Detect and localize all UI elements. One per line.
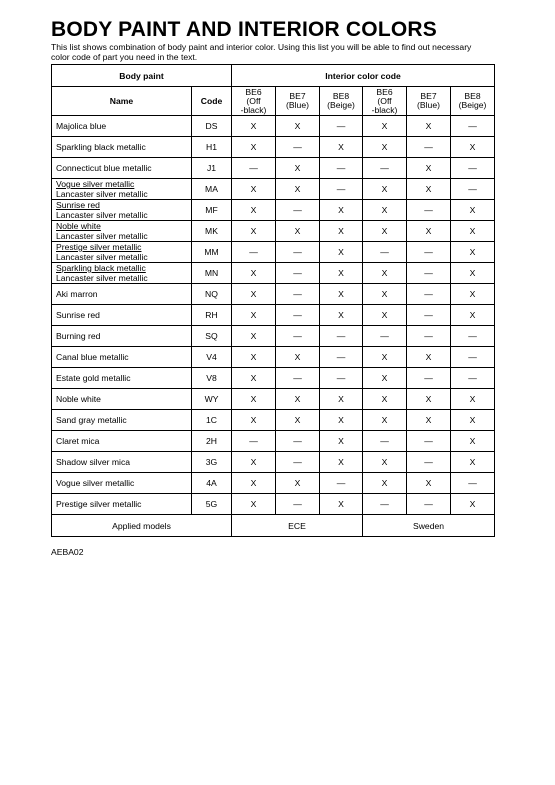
paint-code: DS (192, 116, 232, 137)
paint-code: RH (192, 305, 232, 326)
interior-availability: X (276, 389, 320, 410)
interior-availability: X (363, 179, 407, 200)
header-name: Name (52, 87, 192, 116)
table-row (52, 179, 495, 200)
header-interior-col-line: BE8 (332, 91, 350, 101)
interior-availability: — (363, 494, 407, 515)
header-interior-col-line: (Off (246, 95, 261, 106)
interior-availability: X (451, 242, 495, 263)
paint-name (52, 179, 192, 200)
interior-availability: X (232, 221, 276, 242)
interior-availability: — (232, 158, 276, 179)
interior-availability: — (407, 284, 451, 305)
interior-availability: — (276, 452, 320, 473)
interior-availability: — (276, 326, 320, 347)
interior-availability: X (363, 263, 407, 284)
paint-name (52, 347, 192, 368)
interior-availability: — (320, 347, 363, 368)
interior-availability: — (276, 284, 320, 305)
interior-availability: X (320, 137, 363, 158)
interior-availability: — (451, 473, 495, 494)
interior-availability: X (232, 410, 276, 431)
document-code: AEBA02 (51, 547, 84, 557)
paint-name-line: Shadow silver mica (56, 457, 131, 467)
interior-availability: X (276, 221, 320, 242)
interior-availability: X (320, 410, 363, 431)
paint-code: MK (192, 221, 232, 242)
interior-availability: X (320, 242, 363, 263)
paint-name-line: Sunrise red (56, 310, 100, 320)
interior-availability: X (276, 347, 320, 368)
interior-availability: — (407, 137, 451, 158)
paint-name-line: Lancaster silver metallic (56, 252, 148, 262)
paint-name (52, 473, 192, 494)
interior-availability: — (276, 494, 320, 515)
header-interior-col (407, 87, 451, 116)
interior-availability: X (407, 473, 451, 494)
paint-name (52, 263, 192, 284)
paint-name (52, 158, 192, 179)
paint-name (52, 221, 192, 242)
paint-name (52, 242, 192, 263)
paint-name-line: Vogue silver metallic (56, 478, 135, 488)
table-row (52, 200, 495, 221)
paint-code: 2H (192, 431, 232, 452)
paint-code: V8 (192, 368, 232, 389)
table-body (52, 116, 495, 515)
paint-code: 5G (192, 494, 232, 515)
interior-availability: — (451, 326, 495, 347)
header-interior-col (320, 87, 363, 116)
header-code: Code (192, 87, 232, 116)
table-row (52, 431, 495, 452)
interior-availability: X (363, 116, 407, 137)
interior-availability: X (451, 431, 495, 452)
header-interior-col-line: (Blue) (417, 100, 440, 110)
table-row (52, 284, 495, 305)
header-interior-col-line: (Blue) (286, 100, 309, 110)
paint-name (52, 452, 192, 473)
interior-availability: X (407, 389, 451, 410)
paint-code: MA (192, 179, 232, 200)
interior-availability: — (276, 200, 320, 221)
page-title: BODY PAINT AND INTERIOR COLORS (51, 18, 437, 41)
paint-name-line: Noble white (56, 394, 101, 404)
interior-availability: — (407, 494, 451, 515)
table-row (52, 116, 495, 137)
footer-ece: ECE (232, 515, 363, 537)
paint-name-line: Canal blue metallic (56, 352, 129, 362)
interior-availability: X (232, 137, 276, 158)
paint-name-line: Connecticut blue metallic (56, 163, 152, 173)
table-row (52, 410, 495, 431)
table-row (52, 263, 495, 284)
interior-availability: — (232, 431, 276, 452)
header-interior-col-line: (Off (377, 95, 392, 106)
paint-code: 1C (192, 410, 232, 431)
interior-availability: — (407, 326, 451, 347)
interior-availability: — (451, 347, 495, 368)
interior-availability: X (363, 473, 407, 494)
intro-text: This list shows combination of body paint and interior color. Using this list you will be able to find out necessary color code of part you need in the text. (51, 42, 472, 62)
paint-code: MF (192, 200, 232, 221)
interior-availability: — (276, 263, 320, 284)
interior-availability: — (276, 242, 320, 263)
interior-availability: X (276, 410, 320, 431)
interior-availability: X (320, 200, 363, 221)
interior-availability: — (451, 116, 495, 137)
paint-code: NQ (192, 284, 232, 305)
table-row (52, 305, 495, 326)
interior-availability: X (232, 284, 276, 305)
paint-code: 4A (192, 473, 232, 494)
paint-name-line: Sparkling black metallic (56, 263, 146, 273)
header-interior-col (232, 87, 276, 116)
interior-availability: X (232, 179, 276, 200)
interior-availability: X (232, 326, 276, 347)
paint-name-line: Aki marron (56, 289, 98, 299)
interior-availability: — (407, 368, 451, 389)
interior-availability: X (451, 452, 495, 473)
interior-availability: — (451, 158, 495, 179)
interior-availability: X (232, 347, 276, 368)
interior-availability: — (407, 305, 451, 326)
interior-availability: X (363, 305, 407, 326)
interior-availability: X (363, 410, 407, 431)
paint-name-line: Lancaster silver metallic (56, 210, 148, 220)
interior-availability: — (320, 368, 363, 389)
paint-code: H1 (192, 137, 232, 158)
interior-availability: — (320, 473, 363, 494)
interior-availability: X (451, 221, 495, 242)
interior-availability: X (232, 200, 276, 221)
interior-availability: X (320, 221, 363, 242)
footer-applied-models: Applied models (52, 515, 232, 537)
interior-availability: — (363, 158, 407, 179)
interior-availability: X (363, 200, 407, 221)
interior-availability: X (451, 305, 495, 326)
header-interior-col (276, 87, 320, 116)
interior-availability: X (407, 347, 451, 368)
interior-availability: X (363, 347, 407, 368)
interior-availability: — (363, 431, 407, 452)
table-row (52, 158, 495, 179)
header-interior-col-line: BE6 (376, 86, 393, 97)
interior-availability: X (451, 494, 495, 515)
interior-availability: X (363, 137, 407, 158)
header-interior-col-line: BE7 (420, 91, 437, 101)
interior-availability: X (363, 284, 407, 305)
interior-availability: X (451, 263, 495, 284)
paint-code: MN (192, 263, 232, 284)
interior-availability: — (451, 368, 495, 389)
interior-availability: X (363, 221, 407, 242)
paint-code: SQ (192, 326, 232, 347)
interior-availability: X (276, 158, 320, 179)
table-row (52, 389, 495, 410)
interior-availability: X (451, 137, 495, 158)
table-row (52, 347, 495, 368)
footer-sweden: Sweden (363, 515, 495, 537)
interior-availability: X (451, 410, 495, 431)
interior-availability: X (320, 452, 363, 473)
table-row (52, 473, 495, 494)
table-row (52, 221, 495, 242)
paint-name (52, 431, 192, 452)
interior-availability: X (320, 263, 363, 284)
interior-availability: X (320, 305, 363, 326)
paint-name (52, 305, 192, 326)
interior-availability: X (320, 431, 363, 452)
interior-availability: X (232, 368, 276, 389)
header-interior-col-line: (Beige) (327, 100, 355, 110)
interior-availability: — (320, 326, 363, 347)
paint-name-line: Claret mica (56, 436, 100, 446)
header-interior-col (363, 87, 407, 116)
interior-availability: — (276, 368, 320, 389)
paint-name-line: Vogue silver metallic (56, 179, 135, 189)
header-body-paint: Body paint (52, 65, 232, 87)
paint-name-line: Prestige silver metallic (56, 499, 142, 509)
header-interior: Interior color code (232, 65, 495, 87)
interior-availability: — (407, 263, 451, 284)
paint-name (52, 200, 192, 221)
table-row (52, 242, 495, 263)
interior-availability: — (407, 200, 451, 221)
paint-code: MM (192, 242, 232, 263)
interior-availability: X (320, 389, 363, 410)
paint-name (52, 326, 192, 347)
paint-name-line: Prestige silver metallic (56, 242, 142, 252)
interior-availability: X (232, 263, 276, 284)
paint-name (52, 389, 192, 410)
interior-availability: X (232, 389, 276, 410)
header-interior-col-line: (Beige) (458, 100, 487, 110)
interior-availability: X (276, 179, 320, 200)
table-row (52, 137, 495, 158)
paint-name (52, 368, 192, 389)
paint-code: V4 (192, 347, 232, 368)
interior-availability: X (407, 158, 451, 179)
paint-name-line: Sunrise red (56, 200, 100, 210)
interior-availability: — (320, 116, 363, 137)
interior-availability: — (320, 158, 363, 179)
interior-availability: — (320, 179, 363, 200)
interior-availability: X (407, 410, 451, 431)
header-interior-col-line: BE7 (289, 91, 306, 101)
interior-availability: X (232, 473, 276, 494)
table-row (52, 326, 495, 347)
interior-availability: X (320, 494, 363, 515)
paint-name (52, 494, 192, 515)
interior-availability: X (363, 389, 407, 410)
interior-availability: — (407, 431, 451, 452)
paint-name-line: Lancaster silver metallic (56, 189, 148, 199)
interior-availability: X (451, 200, 495, 221)
interior-availability: — (276, 431, 320, 452)
interior-availability: — (451, 179, 495, 200)
color-table (51, 64, 495, 537)
paint-name-line: Estate gold metallic (56, 373, 131, 383)
header-interior-col-line: -black) (371, 104, 398, 115)
interior-availability: — (363, 326, 407, 347)
paint-name-line: Sand gray metallic (56, 415, 127, 425)
interior-availability: — (232, 242, 276, 263)
interior-availability: X (232, 452, 276, 473)
paint-code: J1 (192, 158, 232, 179)
interior-availability: — (407, 242, 451, 263)
table-row (52, 368, 495, 389)
interior-availability: — (276, 305, 320, 326)
header-interior-col-line: -black) (240, 104, 267, 115)
paint-name (52, 284, 192, 305)
paint-code: WY (192, 389, 232, 410)
paint-code: 3G (192, 452, 232, 473)
interior-availability: X (232, 494, 276, 515)
interior-availability: — (363, 242, 407, 263)
paint-name-line: Lancaster silver metallic (56, 273, 148, 283)
paint-name-line: Sparkling black metallic (56, 142, 146, 152)
interior-availability: X (363, 452, 407, 473)
interior-availability: X (363, 368, 407, 389)
table-row (52, 452, 495, 473)
paint-name-line: Noble white (56, 221, 101, 231)
interior-availability: — (276, 137, 320, 158)
interior-availability: X (451, 389, 495, 410)
interior-availability: X (232, 305, 276, 326)
paint-name (52, 116, 192, 137)
interior-availability: — (407, 452, 451, 473)
interior-availability: X (276, 473, 320, 494)
interior-availability: X (276, 116, 320, 137)
paint-name (52, 410, 192, 431)
table-row (52, 494, 495, 515)
paint-name-line: Lancaster silver metallic (56, 231, 148, 241)
interior-availability: X (232, 116, 276, 137)
interior-availability: X (407, 221, 451, 242)
paint-name-line: Burning red (56, 331, 101, 341)
interior-availability: X (407, 116, 451, 137)
interior-availability: X (407, 179, 451, 200)
header-interior-col (451, 87, 495, 116)
interior-availability: X (451, 284, 495, 305)
paint-name (52, 137, 192, 158)
interior-availability: X (320, 284, 363, 305)
paint-name-line: Majolica blue (56, 121, 107, 131)
header-interior-col-line: BE8 (464, 91, 481, 101)
header-interior-col-line: BE6 (245, 86, 262, 97)
